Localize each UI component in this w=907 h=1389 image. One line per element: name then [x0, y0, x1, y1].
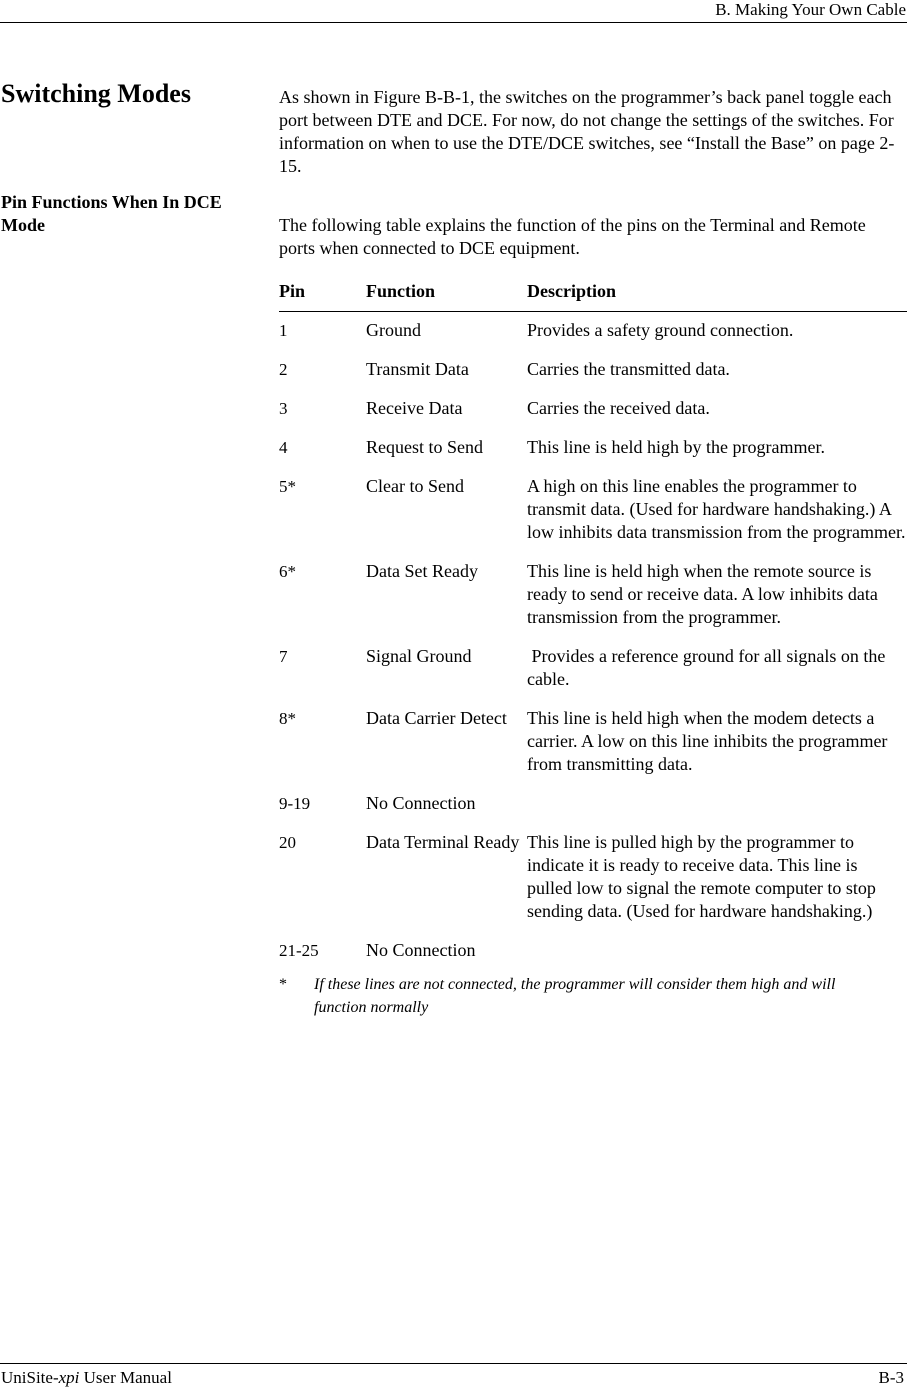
table-row: [279, 358, 907, 381]
table-row: [279, 475, 907, 544]
description-cell: [527, 792, 907, 815]
pin-functions-paragraph: The following table explains the function of the pins on the Terminal and Remote ports when connected to DCE equipment.: [279, 215, 866, 258]
function-cell: Ground: [366, 320, 421, 340]
pin-cell: 21-25: [279, 941, 319, 960]
function-cell: Clear to Send: [366, 476, 464, 496]
switching-modes-paragraph: As shown in Figure B-B-1, the switches on the programmer’s back panel toggle each port between DTE and DCE. For now, do not change the settings of the switches. For information on when to use the DTE/DCE switches, see “Install the Base” on page 2-15.: [279, 87, 895, 176]
column-header-description: Description: [527, 281, 616, 301]
manual-title-prefix: UniSite-: [1, 1368, 59, 1387]
table-row: [279, 707, 907, 776]
table-body: [279, 312, 907, 962]
header-rule: [0, 22, 907, 23]
table-row: [279, 436, 907, 459]
section-heading-switching-modes: Switching Modes: [1, 79, 191, 108]
pin-cell: 20: [279, 833, 296, 852]
column-header-pin: Pin: [279, 281, 306, 301]
table-row: [279, 397, 907, 420]
table-row: [279, 645, 907, 691]
function-cell: Request to Send: [366, 437, 483, 457]
table-row: [279, 939, 907, 962]
section-heading-pin-functions: Pin Functions When In DCE Mode: [1, 192, 222, 235]
footer-manual-title: [1, 1368, 172, 1388]
description-cell: Carries the transmitted data.: [527, 359, 730, 379]
table-row: [279, 792, 907, 815]
description-cell: A high on this line enables the programmer to transmit data. (Used for hardware handshaking.) A low inhibits data transmission from the programmer.: [527, 476, 906, 542]
function-cell: No Connection: [366, 793, 476, 813]
function-cell: Signal Ground: [366, 646, 472, 666]
function-cell: Receive Data: [366, 398, 463, 418]
pin-cell: 3: [279, 399, 288, 418]
pin-functions-table: [279, 280, 907, 1019]
table-row: [279, 560, 907, 629]
description-cell: This line is held high by the programmer.: [527, 437, 825, 457]
pin-cell: 4: [279, 438, 288, 457]
table-header-row: [279, 280, 907, 312]
function-cell: Transmit Data: [366, 359, 469, 379]
description-cell: Carries the received data.: [527, 398, 710, 418]
pin-cell: 5*: [279, 477, 296, 496]
running-header: B. Making Your Own Cable: [715, 0, 906, 19]
column-header-function: Function: [366, 281, 436, 301]
table-row: [279, 319, 907, 342]
description-cell: This line is pulled high by the programmer to indicate it is ready to receive data. This line is pulled low to signal the remote computer to stop sending data. (Used for hardware handshaking.): [527, 832, 876, 921]
pin-cell: 2: [279, 360, 288, 379]
pin-cell: 8*: [279, 709, 296, 728]
table-row: [279, 831, 907, 923]
table-footnote: [279, 973, 889, 1019]
function-cell: No Connection: [366, 940, 476, 960]
manual-title-italic: xpi: [58, 1368, 80, 1387]
manual-title-suffix: User Manual: [79, 1368, 172, 1387]
function-cell: Data Carrier Detect: [366, 708, 507, 728]
pin-cell: 6*: [279, 562, 296, 581]
pin-cell: 1: [279, 321, 288, 340]
footnote-text: If these lines are not connected, the programmer will consider them high and will function normally: [314, 976, 836, 1016]
description-cell: This line is held high when the modem detects a carrier. A low on this line inhibits the programmer from transmitting data.: [527, 708, 888, 774]
function-cell: Data Terminal Ready: [366, 832, 520, 852]
description-cell: Provides a safety ground connection.: [527, 320, 794, 340]
function-cell: Data Set Ready: [366, 561, 478, 581]
pin-cell: 9-19: [279, 794, 311, 813]
description-cell: This line is held high when the remote source is ready to send or receive data. A low inhibits data transmission from the programmer.: [527, 561, 878, 627]
pin-cell: 7: [279, 647, 288, 666]
description-cell: Provides a reference ground for all signals on the cable.: [527, 646, 890, 689]
description-cell: [527, 939, 907, 962]
footer-rule: [0, 1363, 907, 1364]
footer-page-number: B-3: [878, 1368, 904, 1387]
footnote-mark: *: [279, 976, 287, 993]
